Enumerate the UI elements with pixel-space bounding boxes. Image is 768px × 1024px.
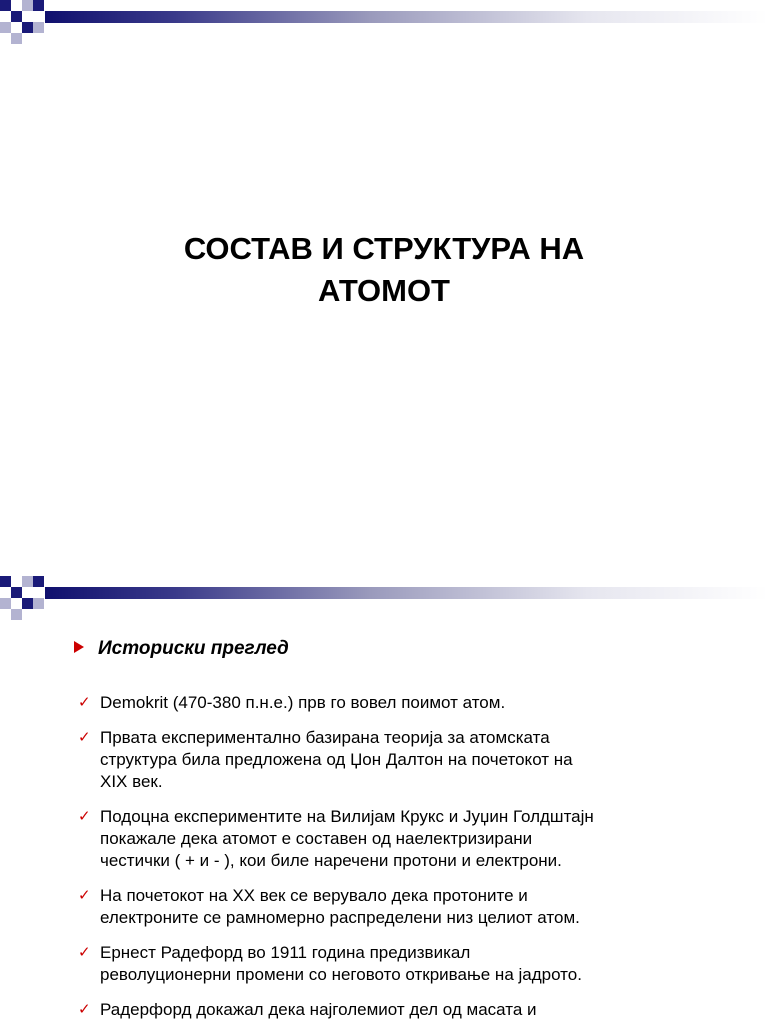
decor-square xyxy=(0,598,11,609)
header-gradient-bar xyxy=(45,587,768,599)
decor-square xyxy=(0,22,11,33)
arrow-bullet-icon xyxy=(74,641,84,653)
decor-square xyxy=(22,598,33,609)
decor-square xyxy=(11,11,22,22)
decor-square xyxy=(22,0,33,11)
decor-square xyxy=(33,598,44,609)
checkmark-icon: ✓ xyxy=(78,729,91,746)
decor-square xyxy=(11,33,22,44)
list-item-text: Подоцна експериментите на Вилијам Крукс и Јуџин Голдштајн покажале дека атомот е составен од наелектризирани честички ( + и - ), кои биле наречени протони и електрони. xyxy=(100,807,594,870)
list-item xyxy=(78,885,698,929)
decor-square xyxy=(33,576,44,587)
bullet-list xyxy=(78,692,698,1024)
decor-square xyxy=(22,22,33,33)
list-item-text: На почетокот на XX век се верувало дека протоните и електроните се рамномерно распределени низ целиот атом. xyxy=(100,886,580,927)
list-item-text: Радерфорд докажал дека најголемиот дел од масата и xyxy=(100,1000,537,1019)
decor-square xyxy=(22,576,33,587)
list-item-text: Првата експериментално базирана теорија за атомската структура била предложена од Џон Далтон на почетокот на XIX век. xyxy=(100,728,573,791)
section-heading xyxy=(74,638,289,660)
checkmark-icon: ✓ xyxy=(78,694,91,711)
title-line-1: СОСТАВ И СТРУКТУРА НА xyxy=(183,231,585,266)
decor-square xyxy=(11,587,22,598)
list-item xyxy=(78,942,698,986)
checkmark-icon: ✓ xyxy=(78,808,91,825)
list-item xyxy=(78,727,698,793)
title-line-2: АТОМОТ xyxy=(318,273,450,308)
decor-square xyxy=(0,576,11,587)
decor-square xyxy=(0,0,11,11)
checkmark-icon: ✓ xyxy=(78,1001,91,1018)
checkmark-icon: ✓ xyxy=(78,944,91,961)
list-item xyxy=(78,692,698,714)
decor-square xyxy=(11,609,22,620)
slide-header-decoration xyxy=(0,0,768,48)
checkmark-icon: ✓ xyxy=(78,887,91,904)
section-heading-text: Историски преглед xyxy=(98,638,289,659)
decor-square xyxy=(33,0,44,11)
list-item-text: Demokrit (470-380 п.н.е.) прв го вовел поимот атом. xyxy=(100,693,506,712)
decor-square xyxy=(33,22,44,33)
list-item xyxy=(78,999,698,1021)
list-item xyxy=(78,806,698,872)
header-gradient-bar xyxy=(45,11,768,23)
slide-title xyxy=(0,228,768,312)
list-item-text: Ернест Радефорд во 1911 година предизвикал револуционерни промени со неговото откривање на јадрото. xyxy=(100,943,582,984)
slide-header-decoration xyxy=(0,576,768,624)
